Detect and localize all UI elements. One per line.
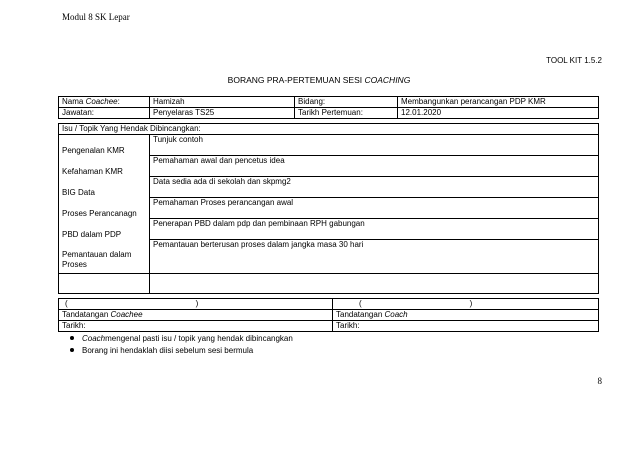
topic-row: [59, 240, 599, 274]
info-table: [58, 96, 599, 119]
coach-signature-label: Tandatangan Coach: [333, 310, 599, 321]
topic-item-label: Proses Perancanagn: [59, 198, 150, 219]
coachee-signature-label: Tandatangan Coachee: [59, 310, 333, 321]
coachee-date-label: Tarikh:: [59, 321, 333, 332]
coach-date-label: Tarikh:: [333, 321, 599, 332]
topic-row: [59, 156, 599, 177]
notes-list: [66, 332, 293, 356]
nama-value: Hamizah: [150, 97, 295, 108]
topics-header: Isu / Topik Yang Hendak Dibincangkan:: [59, 124, 599, 135]
topic-item-detail: Tunjuk contoh: [150, 135, 599, 156]
topic-row: [59, 135, 599, 156]
signature-table: [58, 298, 599, 332]
topic-item-label: BIG Data: [59, 177, 150, 198]
topic-row: [59, 198, 599, 219]
page-number: 8: [597, 376, 602, 386]
topic-item-label: Kefahaman KMR: [59, 156, 150, 177]
page-header-module: Modul 8 SK Lepar: [62, 12, 130, 22]
topic-empty-cell: [150, 274, 599, 294]
topic-item-detail: Data sedia ada di sekolah dan skpmg2: [150, 177, 599, 198]
topic-empty-cell: [59, 274, 150, 294]
coachee-signature-line: ( ): [59, 299, 333, 310]
bullet-icon: [70, 348, 74, 352]
note-item: Borang ini hendaklah diisi sebelum sesi bermula: [66, 344, 293, 356]
topic-item-label: Pengenalan KMR: [59, 135, 150, 156]
bullet-icon: [70, 336, 74, 340]
bidang-value: Membangunkan perancangan PDP KMR: [398, 97, 599, 108]
jawatan-value: Penyelaras TS25: [150, 108, 295, 119]
coach-signature-line: ( ): [333, 299, 599, 310]
tarikh-pertemuan-label: Tarikh Pertemuan:: [295, 108, 398, 119]
form-title: BORANG PRA-PERTEMUAN SESI COACHING: [227, 75, 411, 85]
topic-item-detail: Penerapan PBD dalam pdp dan pembinaan RPH gabungan: [150, 219, 599, 240]
topic-item-label: PBD dalam PDP: [59, 219, 150, 240]
topic-item-label: Pemantauan dalam Proses: [59, 240, 150, 274]
topic-item-detail: Pemantauan berterusan proses dalam jangka masa 30 hari: [150, 240, 599, 274]
topic-row: [59, 177, 599, 198]
topics-table: [58, 123, 599, 294]
jawatan-label: Jawatan:: [59, 108, 150, 119]
topic-item-detail: Pemahaman awal dan pencetus idea: [150, 156, 599, 177]
toolkit-code: TOOL KIT 1.5.2: [546, 56, 602, 65]
topic-item-detail: Pemahaman Proses perancangan awal: [150, 198, 599, 219]
tarikh-pertemuan-value: 12.01.2020: [398, 108, 599, 119]
bidang-label: Bidang:: [295, 97, 398, 108]
topic-row: [59, 219, 599, 240]
topic-empty-row: [59, 274, 599, 294]
nama-label: Nama Coachee:: [59, 97, 150, 108]
note-item: Coach mengenal pasti isu / topik yang hendak dibincangkan: [66, 332, 293, 344]
